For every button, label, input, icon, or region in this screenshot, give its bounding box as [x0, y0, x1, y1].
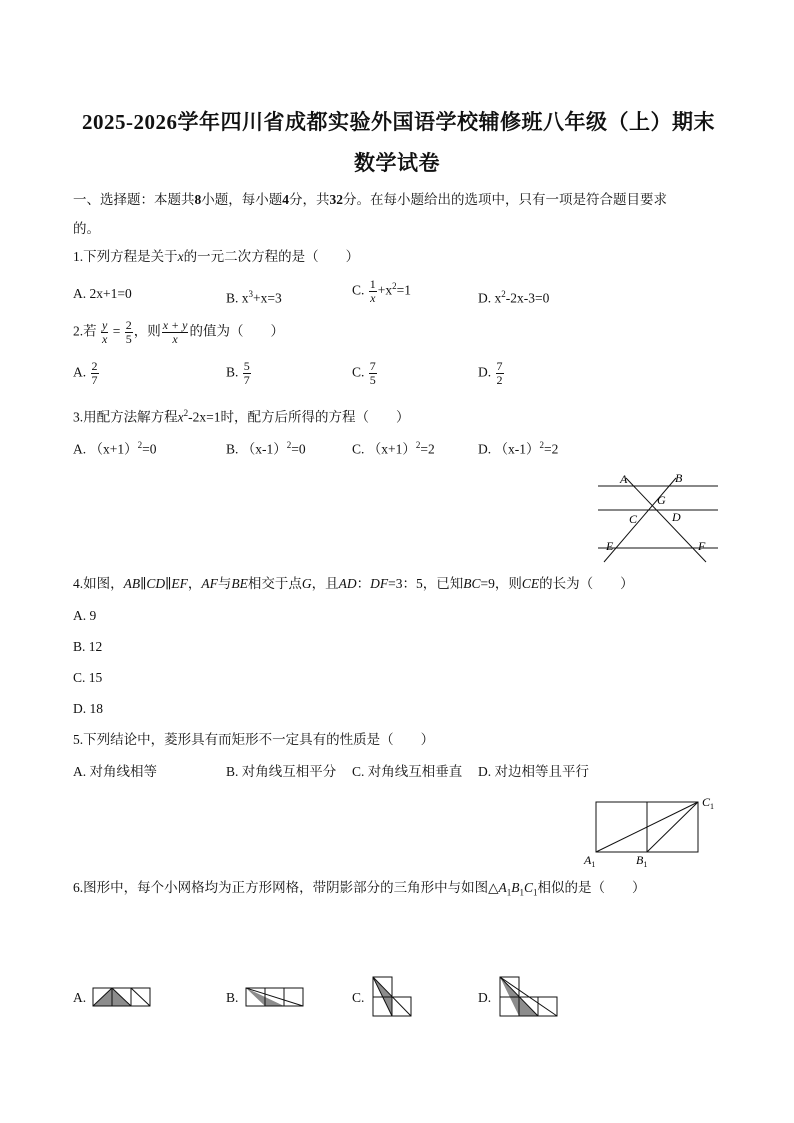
q3-c-text: =2	[420, 441, 435, 457]
q1-b-text: B. x	[226, 290, 249, 306]
q4-cond: AF	[201, 576, 218, 591]
section-points-each: 4	[282, 192, 289, 207]
q3-option-c[interactable]	[352, 437, 435, 458]
q6-stem	[73, 880, 646, 901]
q4-stem-text: ，且	[311, 576, 339, 591]
q4-stem-text: 的长为（ ）	[539, 576, 634, 591]
q2-d-den: 2	[496, 373, 503, 387]
q3-d-text: =2	[544, 441, 559, 457]
q6-option-a-label[interactable]: A.	[73, 990, 87, 1005]
q2-b-den: 7	[243, 373, 250, 387]
q2-a-frac	[91, 360, 99, 387]
q3-option-d[interactable]	[478, 437, 558, 458]
q2-frac3	[162, 319, 189, 346]
q3-eq-sup: 2	[183, 408, 189, 418]
section-intro-text: 一、选择题：本题共	[73, 192, 195, 207]
q1-stem-text: 1.下列方程是关于	[73, 249, 178, 264]
seg-b1c1	[647, 802, 698, 852]
q4-cond: G	[301, 576, 312, 591]
q1-c-text: =1	[396, 282, 412, 298]
q6-tri: C	[524, 880, 534, 895]
q6-stem-text: 6.图形中，每个小网格均为正方形网格，带阴影部分的三角形中与如图△	[73, 880, 499, 895]
line-af	[626, 478, 706, 562]
q6-option-c-figure[interactable]	[372, 976, 414, 1018]
q4-stem-text: =9，则	[480, 576, 522, 591]
q2-frac3-num: x + y	[162, 318, 188, 332]
q5-option-d[interactable]: D. 对边相等且平行	[478, 764, 589, 779]
q1-b-sup: 3	[248, 289, 254, 299]
q1-stem-text: 的一元二次方程的是（ ）	[183, 249, 360, 264]
q1-stem	[73, 249, 359, 265]
q1-c-text: +x	[377, 282, 393, 298]
q4-stem-text: 与	[217, 576, 232, 591]
q2-c-frac	[369, 360, 377, 387]
q6-reference-figure	[580, 792, 730, 872]
q6-tri: A	[498, 880, 507, 895]
q2-frac2	[125, 319, 133, 346]
q4-cond: CE	[521, 576, 540, 591]
q6-stem-text: 相似的是（ ）	[537, 880, 646, 895]
q5-option-b[interactable]: B. 对角线互相平分	[226, 764, 337, 779]
q2-frac1	[101, 319, 108, 346]
q3-b-text: B. （x-1）	[226, 441, 287, 457]
line-be	[604, 478, 676, 562]
q3-c-sup: 2	[415, 440, 421, 450]
q2-a-den: 7	[91, 373, 98, 387]
q2-frac2-den: 5	[125, 332, 132, 346]
q6-option-b-label[interactable]: B.	[226, 990, 239, 1005]
q6-tri-sub: 1	[519, 887, 525, 898]
q4-option-a[interactable]: A. 9	[73, 608, 97, 623]
label-c1: $C_1$	[702, 795, 715, 811]
q6-option-d-figure[interactable]	[499, 976, 559, 1018]
q3-stem-text: 时，配方后所得的方程（ ）	[220, 409, 410, 425]
q2-stem-text: 2.若	[73, 323, 97, 339]
q2-frac3-den: x	[172, 332, 178, 346]
q1-d-text: D. x	[478, 290, 502, 306]
q1-c-sup: 2	[392, 281, 397, 292]
page-title-line1: 2025-2026学年四川省成都实验外国语学校辅修班八年级（上）期末	[82, 110, 715, 134]
page-title-line2: 数学试卷	[354, 151, 440, 175]
q2-frac2-num: 2	[125, 318, 132, 332]
q2-d-label: D.	[478, 364, 492, 380]
q1-option-c[interactable]	[352, 278, 411, 305]
q5-option-c[interactable]: C. 对角线互相垂直	[352, 764, 463, 779]
q4-cond: AB∥CD∥EF	[123, 576, 188, 591]
q1-b-text: +x=3	[253, 290, 282, 306]
q6-option-a-figure[interactable]	[92, 987, 152, 1007]
q2-stem-text: 的值为（ ）	[189, 323, 284, 339]
label-c: C	[629, 512, 638, 526]
q4-stem-text: ，	[187, 576, 202, 591]
q3-d-text: D. （x-1）	[478, 441, 540, 457]
q6-tri-sub: 1	[506, 887, 512, 898]
q2-frac1-num: y	[102, 318, 108, 332]
q2-d-frac	[496, 360, 504, 387]
q6-tri: B	[511, 880, 520, 895]
label-d: D	[672, 510, 681, 524]
q2-a-label: A.	[73, 364, 87, 380]
q1-c-fraction	[369, 278, 377, 305]
q1-c-num: 1	[369, 277, 376, 291]
label-a: A	[620, 472, 628, 486]
q4-stem-text: =3：5，已知	[388, 576, 464, 591]
q3-b-text: =0	[291, 441, 306, 457]
q3-eq: -2x=1	[188, 409, 221, 425]
q6-option-c-label[interactable]: C.	[352, 990, 365, 1005]
q1-option-d[interactable]	[478, 286, 549, 307]
section-intro-text: 分。在每小题给出的选项中，只有一项是符合题目要求	[343, 192, 667, 207]
q4-stem	[73, 576, 634, 592]
section-intro	[73, 188, 667, 208]
q2-option-b[interactable]	[226, 360, 252, 387]
q3-stem	[73, 405, 409, 426]
q1-option-b[interactable]	[226, 286, 282, 307]
q3-option-b[interactable]	[226, 437, 306, 458]
q4-cond: BE	[231, 576, 248, 591]
q2-c-label: C.	[352, 364, 365, 380]
q3-stem-text: 3.用配方法解方程	[73, 409, 178, 425]
section-question-count: 8	[194, 192, 202, 207]
q4-figure	[590, 466, 730, 570]
q3-eq: x	[177, 409, 184, 425]
q2-frac1-den: x	[102, 332, 108, 346]
q5-stem: 5.下列结论中，菱形具有而矩形不一定具有的性质是（ ）	[73, 732, 435, 747]
q5-option-a[interactable]: A. 对角线相等	[73, 764, 157, 779]
q2-b-frac	[243, 360, 251, 387]
q1-option-a[interactable]: A. 2x+1=0	[73, 286, 132, 301]
q3-a-text: A. （x+1）	[73, 441, 138, 457]
q4-option-d[interactable]: D. 18	[73, 701, 103, 716]
q4-option-b[interactable]: B. 12	[73, 639, 103, 654]
q4-cond: DF	[370, 576, 389, 591]
q4-stem-text: 相交于点	[247, 576, 302, 591]
q6-option-d-label[interactable]: D.	[478, 990, 492, 1005]
q2-eq: =	[112, 323, 121, 339]
q4-option-c[interactable]: C. 15	[73, 670, 103, 685]
q1-d-sup: 2	[501, 289, 506, 299]
q2-stem-text: ，则	[133, 323, 161, 339]
q4-stem-text: 4.如图，	[73, 576, 124, 591]
q3-b-sup: 2	[286, 440, 292, 450]
q6-tri-sub: 1	[533, 887, 538, 898]
label-g: G	[657, 493, 666, 507]
q3-c-text: C. （x+1）	[352, 441, 416, 457]
q2-c-den: 5	[369, 373, 376, 387]
q4-stem-text: ：	[356, 576, 371, 591]
q2-b-label: B.	[226, 364, 239, 380]
section-intro-text: 分，共	[289, 192, 330, 207]
q2-a-num: 2	[91, 359, 98, 373]
q4-cond: BC	[463, 576, 481, 591]
q3-option-a[interactable]	[73, 437, 157, 458]
label-b: B	[675, 471, 683, 485]
q2-b-num: 5	[243, 359, 250, 373]
label-a1: $A_1$	[584, 853, 596, 869]
q2-stem	[73, 319, 284, 346]
section-intro-text: 小题，每小题	[201, 192, 283, 207]
label-b1: $B_1$	[636, 853, 648, 869]
q2-option-a[interactable]	[73, 360, 100, 387]
q1-c-den: x	[370, 291, 376, 305]
q2-d-num: 7	[496, 359, 503, 373]
q6-option-b-figure[interactable]	[245, 987, 305, 1007]
q1-d-text: -2x-3=0	[505, 290, 550, 306]
section-points-total: 32	[329, 192, 343, 207]
q1-c-text: C.	[352, 282, 365, 298]
q3-a-text: =0	[142, 441, 157, 457]
label-f: F	[698, 539, 706, 553]
section-intro-line2: 的。	[73, 221, 100, 236]
q3-d-sup: 2	[539, 440, 544, 450]
q3-a-sup: 2	[137, 440, 143, 450]
q4-cond: AD	[338, 576, 357, 591]
q2-option-c[interactable]	[352, 360, 378, 387]
label-e: E	[606, 539, 614, 553]
q2-option-d[interactable]	[478, 360, 505, 387]
q1-var: x	[177, 249, 184, 264]
q2-c-num: 7	[369, 359, 376, 373]
